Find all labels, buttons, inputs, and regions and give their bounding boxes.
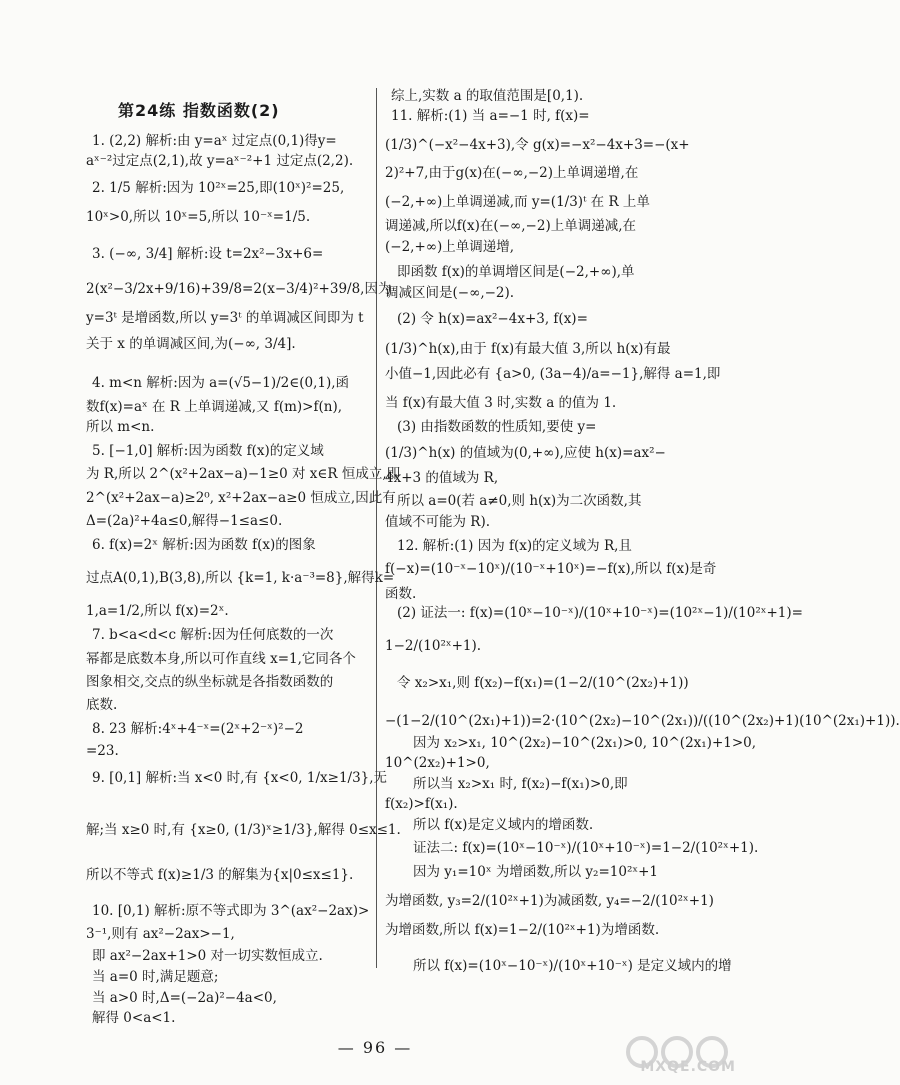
text-line: (1/3)^h(x) 的值域为(0,+∞),应使 h(x)=ax²− <box>385 445 666 461</box>
text-line: 关于 x 的单调减区间,为(−∞, 3/4]. <box>86 336 296 352</box>
text-line: 9. [0,1] 解析:当 x<0 时,有 {x<0, 1/x≥1/3},无 <box>92 770 388 786</box>
text-line: f(−x)=(10⁻ˣ−10ˣ)/(10⁻ˣ+10ˣ)=−f(x),所以 f(x)是奇 <box>385 561 717 577</box>
text-line: 即 ax²−2ax+1>0 对一切实数恒成立. <box>92 948 323 964</box>
text-line: 解得 0<a<1. <box>92 1010 176 1026</box>
text-line: 证法二: f(x)=(10ˣ−10⁻ˣ)/(10ˣ+10⁻ˣ)=1−2/(10²ˣ+1). <box>413 840 759 856</box>
text-line: 当 a=0 时,满足题意; <box>92 969 219 985</box>
text-line: 所以 f(x)=(10ˣ−10⁻ˣ)/(10ˣ+10⁻ˣ) 是定义域内的增 <box>413 958 732 974</box>
text-line: 值域不可能为 R). <box>385 514 491 530</box>
text-line: (1/3)^h(x),由于 f(x)有最大值 3,所以 h(x)有最 <box>385 341 671 357</box>
text-line: 解;当 x≥0 时,有 {x≥0, (1/3)ˣ≥1/3},解得 0≤x≤1. <box>86 822 401 838</box>
text-line: 图象相交,交点的纵坐标就是各指数函数的 <box>86 674 334 690</box>
text-line: 所以 m<n. <box>86 419 155 435</box>
text-line: 10. [0,1) 解析:原不等式即为 3^(ax²−2ax)> <box>92 903 370 919</box>
page-number: — 96 — <box>337 1038 413 1057</box>
text-line: Δ=(2a)²+4a≤0,解得−1≤a≤0. <box>86 513 283 529</box>
text-line: 2. 1/5 解析:因为 10²ˣ=25,即(10ˣ)²=25, <box>92 180 345 196</box>
text-line: (−2,+∞)上单调递减,而 y=(1/3)ᵗ 在 R 上单 <box>385 194 650 210</box>
text-line: (2) 证法一: f(x)=(10ˣ−10⁻ˣ)/(10ˣ+10⁻ˣ)=(10²ˣ−1)/(10²ˣ+1)= <box>397 605 803 621</box>
text-line: 6. f(x)=2ˣ 解析:因为函数 f(x)的图象 <box>92 537 316 553</box>
text-line: 小值−1,因此必有 {a>0, (3a−4)/a=−1},解得 a=1,即 <box>385 366 721 382</box>
text-line: 1. (2,2) 解析:由 y=aˣ 过定点(0,1)得y= <box>92 133 337 149</box>
text-line: 令 x₂>x₁,则 f(x₂)−f(x₁)=(1−2/(10^(2x₂)+1)) <box>397 675 689 691</box>
text-line: −(1−2/(10^(2x₁)+1))=2·(10^(2x₂)−10^(2x₁))/((10^(2x₂)+1)(10^(2x₁)+1)). <box>385 713 900 729</box>
text-line: 5. [−1,0] 解析:因为函数 f(x)的定义域 <box>92 443 324 459</box>
text-line: 为增函数, y₃=2/(10²ˣ+1)为减函数, y₄=−2/(10²ˣ+1) <box>385 893 714 909</box>
text-line: (1/3)^(−x²−4x+3),令 g(x)=−x²−4x+3=−(x+ <box>385 137 690 153</box>
text-line: (−2,+∞)上单调递增, <box>385 239 515 255</box>
text-line: 过点A(0,1),B(3,8),所以 {k=1, k·a⁻³=8},解得k= <box>86 570 395 586</box>
text-line: 所以当 x₂>x₁ 时, f(x₂)−f(x₁)>0,即 <box>413 776 628 792</box>
text-line: 所以不等式 f(x)≥1/3 的解集为{x|0≤x≤1}. <box>86 867 354 883</box>
text-line: 调减区间是(−∞,−2). <box>385 285 515 301</box>
text-line: 3. (−∞, 3/4] 解析:设 t=2x²−3x+6= <box>92 246 324 262</box>
text-line: 8. 23 解析:4ˣ+4⁻ˣ=(2ˣ+2⁻ˣ)²−2 <box>92 721 304 737</box>
watermark-text: MXQE.COM <box>640 1059 736 1075</box>
text-line: (3) 由指数函数的性质知,要使 y= <box>397 419 597 435</box>
text-line: 所以 a=0(若 a≠0,则 h(x)为二次函数,其 <box>397 493 642 509</box>
text-line: =23. <box>86 743 119 759</box>
text-line: 11. 解析:(1) 当 a=−1 时, f(x)= <box>391 108 590 124</box>
text-line: 数f(x)=aˣ 在 R 上单调递减,又 f(m)>f(n), <box>86 399 343 415</box>
text-line: 4. m<n 解析:因为 a=(√5−1)/2∈(0,1),函 <box>92 375 350 391</box>
text-line: 4x+3 的值域为 R, <box>385 470 499 486</box>
text-line: 12. 解析:(1) 因为 f(x)的定义域为 R,且 <box>397 538 632 554</box>
text-line: 底数. <box>86 697 118 713</box>
text-line: 所以 f(x)是定义域内的增函数. <box>413 817 594 833</box>
text-line: 当 f(x)有最大值 3 时,实数 a 的值为 1. <box>385 395 617 411</box>
text-line: 3⁻¹,则有 ax²−2ax>−1, <box>86 926 235 942</box>
text-line: 综上,实数 a 的取值范围是[0,1). <box>391 88 584 104</box>
text-line: 当 a>0 时,Δ=(−2a)²−4a<0, <box>92 990 277 1006</box>
text-line: 7. b<a<d<c 解析:因为任何底数的一次 <box>92 627 334 643</box>
text-line: 10ˣ>0,所以 10ˣ=5,所以 10⁻ˣ=1/5. <box>86 209 311 225</box>
page-title: 第24练 指数函数(2) <box>118 101 280 120</box>
text-line: y=3ᵗ 是增函数,所以 y=3ᵗ 的单调减区间即为 t <box>86 310 364 326</box>
text-line: 为增函数,所以 f(x)=1−2/(10²ˣ+1)为增函数. <box>385 922 660 938</box>
text-line: 2^(x²+2ax−a)≥2⁰, x²+2ax−a≥0 恒成立,因此有 <box>86 490 396 506</box>
text-line: 为 R,所以 2^(x²+2ax−a)−1≥0 对 x∈R 恒成立,即 <box>86 466 401 482</box>
text-line: aˣ⁻²过定点(2,1),故 y=aˣ⁻²+1 过定点(2,2). <box>86 153 354 169</box>
text-line: 2(x²−3/2x+9/16)+39/8=2(x−3/4)²+39/8,因为 <box>86 281 392 297</box>
text-line: 调递减,所以f(x)在(−∞,−2)上单调递减,在 <box>385 218 637 234</box>
text-line: 函数. <box>385 586 417 602</box>
text-line: 1−2/(10²ˣ+1). <box>385 638 482 654</box>
text-line: 2)²+7,由于g(x)在(−∞,−2)上单调递增,在 <box>385 165 639 181</box>
text-line: 幂都是底数本身,所以可作直线 x=1,它同各个 <box>86 651 356 667</box>
text-line: 即函数 f(x)的单调增区间是(−2,+∞),单 <box>397 264 635 280</box>
text-line: 因为 y₁=10ˣ 为增函数,所以 y₂=10²ˣ+1 <box>413 864 658 880</box>
text-line: (2) 令 h(x)=ax²−4x+3, f(x)= <box>397 311 588 327</box>
text-line: f(x₂)>f(x₁). <box>385 796 458 812</box>
text-line: 因为 x₂>x₁, 10^(2x₂)−10^(2x₁)>0, 10^(2x₁)+1>0, <box>413 735 757 751</box>
text-line: 1,a=1/2,所以 f(x)=2ˣ. <box>86 603 229 619</box>
text-line: 10^(2x₂)+1>0, <box>385 755 490 771</box>
